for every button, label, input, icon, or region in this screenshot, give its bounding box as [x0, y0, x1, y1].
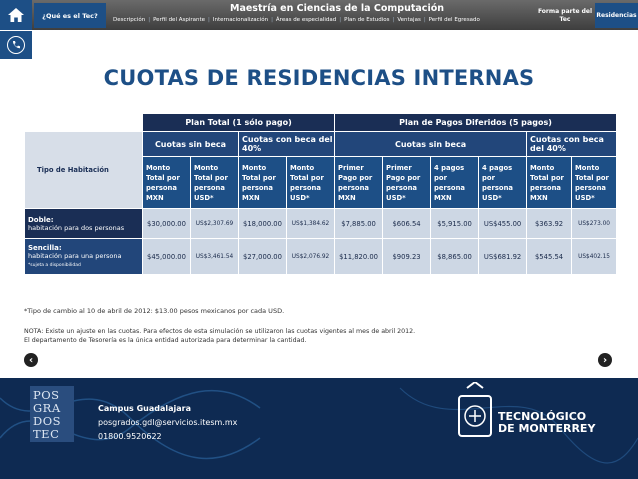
- col-header: Primer Pago por persona MXN: [335, 157, 383, 209]
- note-line: El departamento de Tesorería es la única entidad autorizada para determinar la cantidad.: [24, 337, 307, 344]
- table-cell: US$3,461.54: [191, 239, 239, 275]
- contact-email[interactable]: posgrados.gdl@servicios.itesm.mx: [98, 418, 238, 427]
- nav-separator: |: [148, 17, 151, 23]
- table-cell: $7,885.00: [335, 209, 383, 239]
- logo-line: TEC: [33, 427, 60, 441]
- site-title: Maestría en Ciencias de la Computación: [230, 3, 444, 14]
- phone-icon: [7, 36, 25, 54]
- diferidos-con-beca-header: Cuotas con beca del 40%: [527, 132, 617, 157]
- table-cell: US$455.00: [479, 209, 527, 239]
- logo-line: POS: [33, 388, 60, 402]
- residencias-button[interactable]: Residencias: [595, 3, 638, 28]
- chevron-left-icon: ‹: [28, 354, 34, 366]
- fees-table: [24, 113, 617, 275]
- table-cell: US$681.92: [479, 239, 527, 275]
- exchange-rate-footnote: *Tipo de cambio al 10 de abril de 2012: $13.00 pesos mexicanos por cada USD.: [24, 307, 285, 315]
- plan-total-header: Plan Total (1 sólo pago): [143, 114, 335, 132]
- nav-separator: |: [423, 17, 426, 23]
- blank-corner: [25, 114, 143, 132]
- table-cell: US$2,076.92: [287, 239, 335, 275]
- campus-name: Campus Guadalajara: [98, 404, 191, 413]
- table-row: [25, 239, 617, 275]
- nav-plan-estudios[interactable]: Plan de Estudios: [344, 17, 390, 23]
- row-title: Doble:: [28, 215, 54, 224]
- diferidos-sin-beca-header: Cuotas sin beca: [335, 132, 527, 157]
- nav-descripcion[interactable]: Descripción: [113, 17, 146, 23]
- nav-perfil-aspirante[interactable]: Perfil del Aspirante: [153, 17, 206, 23]
- tec-seal-icon: [455, 382, 495, 440]
- home-button[interactable]: [0, 0, 32, 30]
- posgrados-logo: [30, 386, 74, 442]
- contact-phone: 01800.9520622: [98, 432, 162, 441]
- nav-separator: |: [392, 17, 395, 23]
- forma-parte-button[interactable]: Forma parte del Tec: [537, 7, 593, 23]
- nav-perfil-egresado[interactable]: Perfil del Egresado: [428, 17, 480, 23]
- row-label: [25, 209, 143, 239]
- table-cell: $5,915.00: [431, 209, 479, 239]
- top-bar: [0, 0, 638, 30]
- col-header: Primer Pago por persona USD*: [383, 157, 431, 209]
- col-header: Monto Total por persona USD*: [572, 157, 617, 209]
- col-header: Monto Total por persona USD*: [287, 157, 335, 209]
- note-text: [24, 327, 415, 345]
- nav-areas-especialidad[interactable]: Áreas de especialidad: [275, 17, 337, 23]
- tec-name: [498, 411, 595, 435]
- table-cell: US$402.15: [572, 239, 617, 275]
- table-cell: $363.92: [527, 209, 572, 239]
- tec-name-line: TECNOLÓGICO: [498, 410, 587, 423]
- col-header: Monto Total por persona MXN: [143, 157, 191, 209]
- col-header: Monto Total por persona MXN: [527, 157, 572, 209]
- total-con-beca-header: Cuotas con beca del 40%: [239, 132, 335, 157]
- plan-diferidos-header: Plan de Pagos Diferidos (5 pagos): [335, 114, 617, 132]
- main-nav: [110, 17, 483, 23]
- page-title: CUOTAS DE RESIDENCIAS INTERNAS: [103, 66, 535, 90]
- table-cell: $909.23: [383, 239, 431, 275]
- col-header: 4 pagos por persona MXN: [431, 157, 479, 209]
- table-row: [25, 209, 617, 239]
- logo-line: GRA: [33, 401, 61, 415]
- tec-name-line: DE MONTERREY: [498, 422, 596, 435]
- tipo-habitacion-header: [25, 132, 143, 209]
- col-header: Monto Total por persona USD*: [191, 157, 239, 209]
- nav-ventajas[interactable]: Ventajas: [397, 17, 421, 23]
- footer: [0, 378, 638, 479]
- table-cell: US$273.00: [572, 209, 617, 239]
- table-cell: US$2,307.69: [191, 209, 239, 239]
- prev-arrow-button[interactable]: [24, 353, 38, 367]
- total-sin-beca-header: Cuotas sin beca: [143, 132, 239, 157]
- table-cell: $8,865.00: [431, 239, 479, 275]
- next-arrow-button[interactable]: [598, 353, 612, 367]
- row-label: [25, 239, 143, 275]
- nav-separator: |: [271, 17, 273, 23]
- row-subtitle: habitación para dos personas: [28, 223, 125, 232]
- nav-separator: |: [208, 17, 210, 23]
- tipo-habitacion-label: Tipo de Habitación: [37, 165, 109, 174]
- table-cell: $30,000.00: [143, 209, 191, 239]
- table-cell: $11,820.00: [335, 239, 383, 275]
- home-icon: [8, 8, 24, 22]
- table-cell: $27,000.00: [239, 239, 287, 275]
- row-subtitle: habitación para una persona: [28, 251, 122, 260]
- contact-button[interactable]: [0, 31, 32, 59]
- logo-line: DOS: [33, 414, 62, 428]
- col-header: 4 pagos por persona USD*: [479, 157, 527, 209]
- table-cell: $18,000.00: [239, 209, 287, 239]
- table-cell: $545.54: [527, 239, 572, 275]
- row-note: *sujeta a disponibilidad: [28, 262, 81, 268]
- row-title: Sencilla:: [28, 243, 62, 252]
- note-line: NOTA: Existe un ajuste en las cuotas. Para efectos de esta simulación se utilizaron las cuotas vigentes al mes de abril 2012.: [24, 328, 416, 335]
- table-cell: $606.54: [383, 209, 431, 239]
- nav-internacionalizacion[interactable]: Internacionalización: [212, 17, 269, 23]
- nav-separator: |: [339, 17, 342, 23]
- table-cell: $45,000.00: [143, 239, 191, 275]
- table-cell: US$1,384.62: [287, 209, 335, 239]
- chevron-right-icon: ›: [602, 354, 608, 366]
- col-header: Monto Total por persona MXN: [239, 157, 287, 209]
- que-es-tec-button[interactable]: ¿Qué es el Tec?: [34, 3, 106, 28]
